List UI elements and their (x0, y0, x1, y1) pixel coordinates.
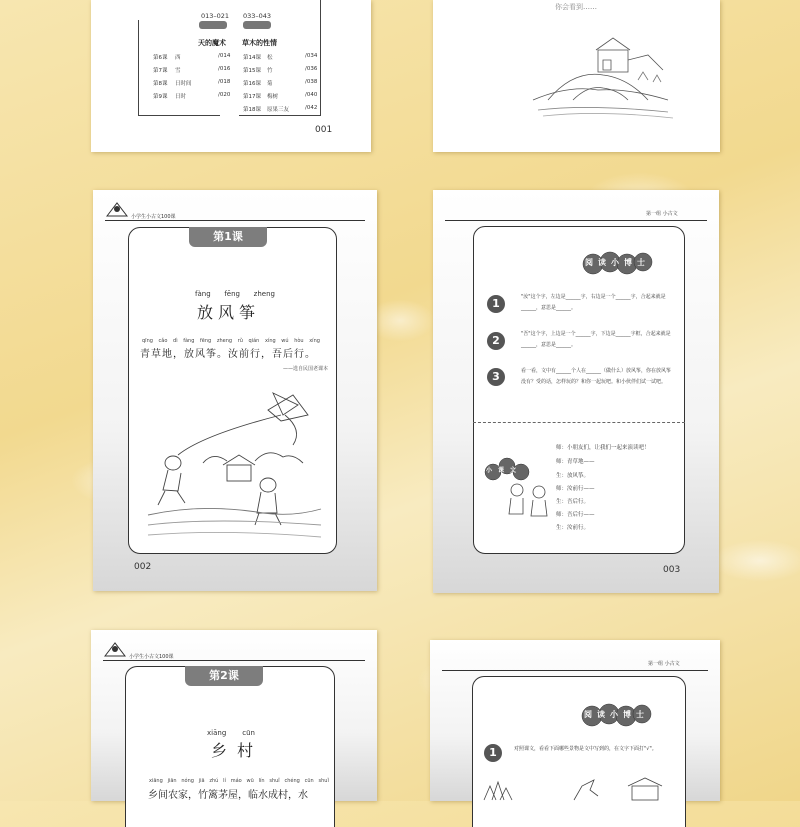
reading-corner-badge: 小课文 (483, 452, 539, 492)
toc-lesson[interactable]: 第6课 (153, 55, 168, 61)
toc-page: /034 (305, 53, 318, 59)
reading-doctor-badge: 阅读小博士 (581, 246, 653, 276)
header-title: 第一组 小古文 (646, 211, 678, 217)
toc-lesson[interactable]: 第18课 (243, 107, 261, 113)
lesson-source: ——选自民国老课本 (283, 366, 329, 372)
bridge-illustration (528, 30, 678, 120)
toc-page: /036 (305, 66, 318, 72)
page-caption: 你会看到…… (555, 3, 597, 11)
header-title: 第一组 小古文 (648, 661, 680, 667)
book-page-toc (91, 0, 371, 152)
toc-page: /016 (218, 66, 231, 72)
header-title: 小学生小古文100课 (129, 654, 174, 660)
toc-bottom-rule (138, 115, 220, 116)
page-number: 003 (663, 565, 681, 575)
question-number: 1 (484, 744, 502, 762)
toc-lesson[interactable]: 第14课 (243, 55, 261, 61)
title-pinyin: fàng fēng zheng (195, 290, 275, 298)
toc-name[interactable]: 原果三友 (267, 107, 290, 113)
question-text: "汝"这个字，左边是______字，右边是一个______字，合起来就是______，意思是______。 (521, 294, 666, 311)
toc-page: /038 (305, 79, 318, 85)
lesson-body: 乡间农家，竹篱茅屋，临水成村，水 (148, 790, 308, 801)
toc-lesson[interactable]: 第15课 (243, 68, 261, 74)
book-page-exercises (433, 190, 719, 593)
toc-page: /014 (218, 53, 231, 59)
lesson-title: 乡村 (211, 741, 264, 760)
toc-badge-1 (199, 21, 227, 29)
toc-name[interactable]: 雪 (175, 68, 181, 74)
reading-doctor-badge: 阅读小博士 (580, 698, 652, 728)
dialogue-line: 师：吾后行—— (556, 512, 595, 518)
toc-name[interactable]: 日时间 (175, 81, 192, 87)
toc-lesson[interactable]: 第8课 (153, 81, 168, 87)
book-page-lesson-1 (93, 190, 377, 591)
lesson-tab[interactable]: 第2课 (185, 666, 263, 686)
book-page-lesson-2 (91, 630, 377, 801)
page-number: 001 (315, 125, 333, 135)
book-page-exercises-2 (430, 640, 720, 801)
toc-lesson[interactable]: 第17课 (243, 94, 261, 100)
kite-illustration (143, 385, 323, 545)
question-number: 2 (487, 332, 505, 350)
book-page-illustration (433, 0, 720, 152)
toc-lesson[interactable]: 第16课 (243, 81, 261, 87)
question-number: 1 (487, 295, 505, 313)
toc-name[interactable]: 菊 (267, 81, 273, 87)
divider-line (473, 422, 685, 423)
question-text: "吾"这个字，上边是一个______字，下边是______字框，合起来就是______，意思是______。 (521, 331, 671, 348)
toc-left-rule (138, 20, 139, 116)
toc-page: /020 (218, 92, 231, 98)
toc-range-2: 033–043 (243, 12, 272, 20)
header-title: 小学生小古文100课 (131, 214, 176, 220)
toc-name[interactable]: 日时 (175, 94, 187, 100)
lesson-body: 青草地，放风筝。汝前行，吾后行。 (140, 349, 316, 360)
question-text: 对照课文，看看下面哪些景物是文中写到的，在文字下面打"√"。 (514, 746, 657, 752)
lesson-tab[interactable]: 第1课 (189, 227, 267, 247)
toc-section-title-2: 草木的性情 (242, 38, 277, 47)
book-logo (105, 200, 129, 218)
toc-lesson[interactable]: 第7课 (153, 68, 168, 74)
toc-name[interactable]: 梅树 (267, 94, 279, 100)
toc-range-1: 013–021 (201, 12, 230, 20)
body-pinyin: qīng cǎo dì fàng fēng zheng rǔ qián xíng wú hòu xíng (142, 338, 320, 344)
toc-section-title-1: 天的魔术 (198, 38, 226, 47)
question-text: 看一看，文中有______个人在______（做什么）放风筝，你在放风筝没有？受的话，怎样玩的？和你一起玩吧。和小伙伴们试一试吧。 (521, 368, 672, 385)
toc-name[interactable]: 竹 (267, 68, 273, 74)
toc-page: /018 (218, 79, 231, 85)
toc-page: /042 (305, 105, 318, 111)
question-number: 3 (487, 368, 505, 386)
toc-name[interactable]: 松 (267, 55, 273, 61)
title-pinyin: xiāng cūn (207, 729, 255, 737)
dialogue-line: 师：小朋友们，让我们一起来演读吧！ (556, 445, 650, 451)
scenery-illustration (482, 776, 672, 801)
toc-bottom-rule-2 (239, 115, 321, 116)
toc-name[interactable]: 西 (175, 55, 181, 61)
dialogue-line: 师：汝前行—— (556, 486, 595, 492)
page-number: 002 (134, 562, 152, 572)
toc-page: /040 (305, 92, 318, 98)
students-illustration (503, 480, 553, 520)
toc-badge-2 (243, 21, 271, 29)
toc-right-rule (320, 0, 321, 116)
dialogue-line: 生：汝前行。 (556, 525, 590, 531)
lesson-title: 放风筝 (197, 303, 261, 322)
dialogue-line: 师：青草地—— (556, 459, 595, 465)
book-logo (103, 640, 127, 658)
toc-lesson[interactable]: 第9课 (153, 94, 168, 100)
dialogue-line: 生：放风筝。 (556, 473, 590, 479)
dialogue-line: 生：吾后行。 (556, 499, 590, 505)
body-pinyin: xiāng jiān nóng jiā zhú lí máo wū lín shuǐ chéng cūn shuǐ (149, 778, 329, 784)
